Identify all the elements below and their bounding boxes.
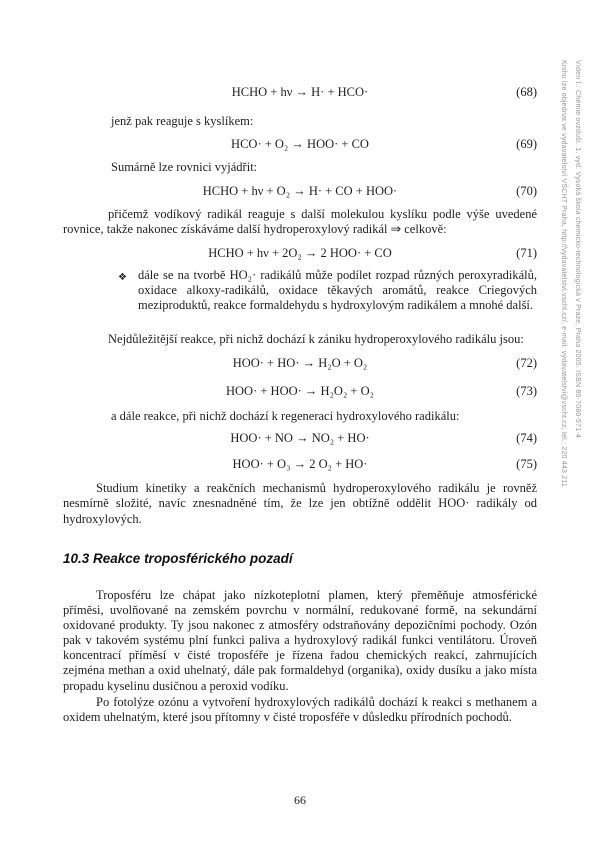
citation-line-1: Víden I.: Chemie ovzduší. 1. vyd. Vysoká škola chemicko-technologická v Praze, Praha 2005. ISBN 80-7080-571-4	[574, 60, 581, 438]
equation-number: (70)	[516, 184, 537, 198]
equation-formula: HOO· + HO· → H₂O + O₂	[232, 356, 368, 370]
equation-row-74	[63, 430, 537, 446]
equation-number: (68)	[516, 85, 537, 99]
equation-formula: HCHO + hν + O₂ → H· + CO + HOO·	[202, 184, 398, 198]
lead-in-sumarne: Sumárně lze rovnici vyjádřit:	[111, 160, 258, 174]
lead-in-kyslikem: jenž pak reaguje s kyslíkem:	[111, 114, 254, 128]
equation-row-75	[63, 456, 537, 472]
equation-number: (73)	[516, 384, 537, 398]
paragraph-fotolyza: Po fotolýze ozónu a vytvoření hydroxylových radikálů dochází k reakci s methanem a oxidem uhelnatým, které jsou přítomny v čisté troposféře v důsledku přírodních pochodů.	[63, 695, 537, 725]
equation-formula: HCHO + hν → H· + HCO·	[231, 85, 369, 99]
equation-number: (72)	[516, 356, 537, 370]
equation-number: (74)	[516, 431, 537, 445]
equation-formula: HOO· + HOO· → H₂O₂ + O₂	[226, 384, 374, 398]
paragraph-studium: Studium kinetiky a reakčních mechanismů hydroperoxylového radikálu je rovněž nesmírně složité, navíc znesnadněné tím, že lze jen obtížně oddělit HOO· radikály od hydroxylových.	[63, 481, 537, 526]
bullet-list-item	[118, 268, 537, 314]
equation-row-69	[63, 136, 537, 152]
equation-number: (69)	[516, 137, 537, 151]
equation-number: (75)	[516, 457, 537, 471]
equation-row-72	[63, 355, 537, 371]
equation-number: (71)	[516, 246, 537, 260]
equation-formula: HOO· + O₃ → 2 O₂ + HO·	[232, 457, 368, 471]
citation-sidebar	[556, 60, 584, 490]
citation-line-2: Knihu lze objednat ve vydavatelství VŠCHT Praha, http://vydavatelstvi.vscht.cz/, e-mail: vydavatelstvi@vscht.cz, tel.: 220 443 211	[560, 60, 567, 487]
diamond-bullet-icon: ❖	[118, 272, 127, 283]
lead-in-regenerace: a dále reakce, při nichž dochází k regeneraci hydroxylového radikálu:	[111, 409, 460, 423]
equation-formula: HCHO + hν + 2O₂ → 2 HOO· + CO	[208, 246, 392, 260]
equation-row-70	[63, 183, 537, 199]
lead-in-zanik: Nejdůležitější reakce, při nichž dochází k zániku hydroperoxylového radikálu jsou:	[108, 332, 524, 346]
section-heading: 10.3 Reakce troposférického pozadí	[63, 551, 293, 566]
equation-row-73	[63, 383, 537, 399]
bullet-item-text: dále se na tvorbě HO₂· radikálů může podílet rozpad různých peroxyradikálů, oxidace alkoxy-radikálů, oxidace těkavých aromátů, reakce Criegových meziproduktů, reakce formaldehydu s hydroxylovým radikálem a mnohé další.	[138, 268, 537, 313]
equation-formula: HCO· + O₂ → HOO· + CO	[231, 137, 369, 151]
paragraph-pricemz: přičemž vodíkový radikál reaguje s další molekulou kyslíku podle výše uvedené rovnice, takže nakonec získáváme další hydroperoxylový radikál ⇒ celkově:	[63, 207, 537, 237]
equation-formula: HOO· + NO → NO₂ + HO·	[230, 431, 370, 445]
equation-row-68	[63, 84, 537, 100]
paragraph-troposfera: Troposféru lze chápat jako nízkoteplotní plamen, který přeměňuje atmosférické příměsi, uvolňované na zemském povrchu v normální, redukované formě, na sekundární oxidované produkty. Ty jsou nakonec z atmosféry odstraňovány depozičními pochody. Ozón pak v takovém systému plní funkci paliva a hydroxylový radikál funkci ventilátoru. Úroveň koncentrací příměsí v čisté troposféře je řízena řadou chemických reakcí, zahrnujících zejména methan a oxid uhelnatý, dále pak formaldehyd (organika), oxidy dusíku a jako místa propadu kyselinu dusičnou a peroxid vodíku.	[63, 588, 537, 693]
page-number: 66	[294, 793, 306, 807]
equation-row-71	[63, 245, 537, 261]
